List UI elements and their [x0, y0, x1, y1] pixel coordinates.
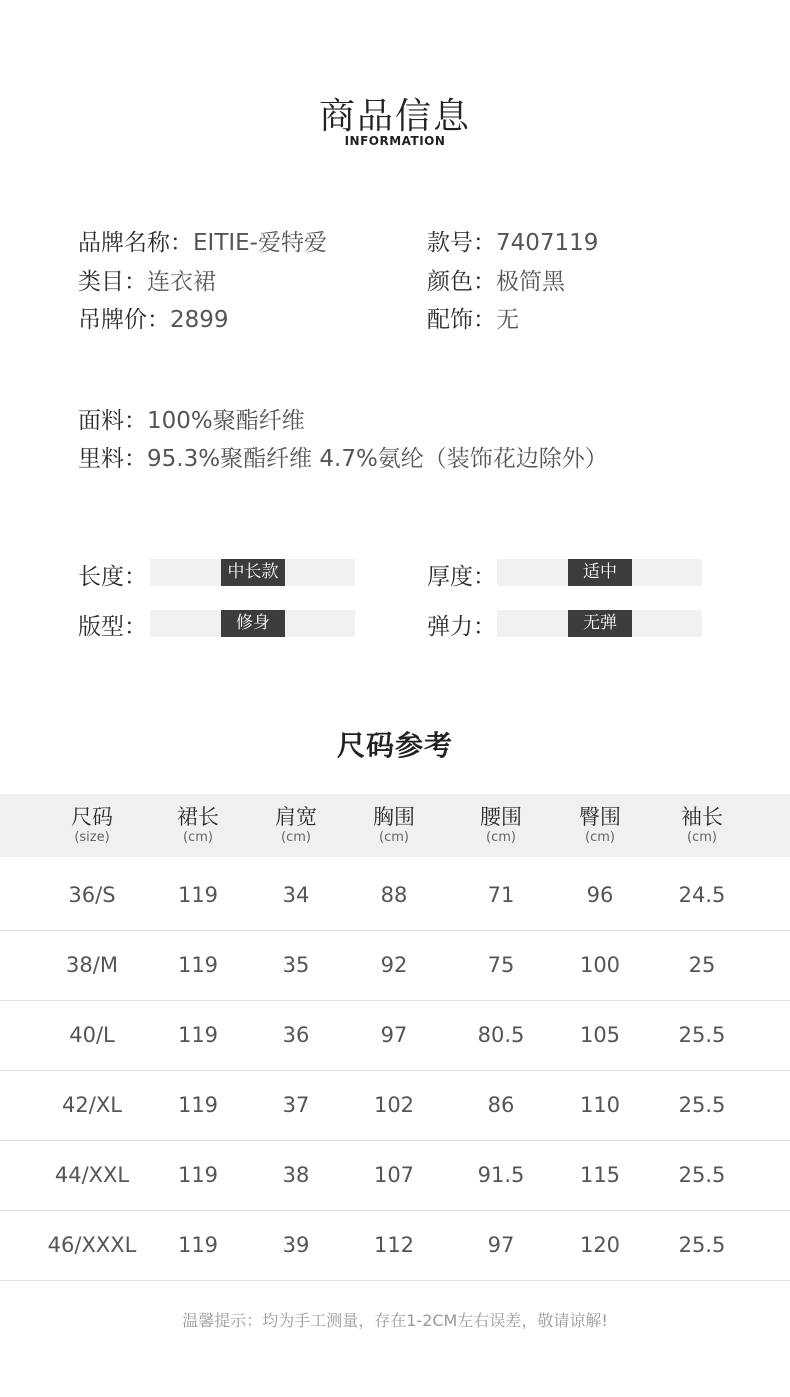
length-chip: 中长款: [221, 559, 285, 586]
color-label: 颜色：: [427, 269, 496, 295]
table-row: [0, 930, 790, 1001]
accessory-label: 配饰：: [427, 307, 496, 333]
category-row: [78, 263, 216, 296]
cell-shoulder: 36: [282, 1023, 310, 1047]
category-label: 类目：: [78, 269, 147, 295]
fit-scale: [150, 610, 355, 637]
cell-waist: 91.5: [477, 1163, 525, 1187]
col-length-unit: (cm): [183, 830, 213, 845]
table-row: [0, 1210, 790, 1281]
col-shoulder-name: 肩宽: [275, 805, 317, 829]
style-no-row: [427, 224, 598, 257]
price-row: [78, 301, 229, 334]
cell-size: 44/XXL: [54, 1163, 130, 1187]
price-value: 2899: [170, 307, 229, 333]
color-row: [427, 263, 565, 296]
cell-size: 38/M: [66, 953, 118, 977]
cell-waist: 71: [487, 883, 515, 907]
col-waist: [446, 804, 556, 846]
cell-bust: 112: [373, 1233, 415, 1257]
fit-label: 版型：: [78, 614, 147, 640]
color-value: 极简黑: [496, 269, 565, 295]
price-label: 吊牌价：: [78, 307, 170, 333]
style-no-value: 7407119: [496, 230, 599, 256]
cell-sleeve: 25.5: [678, 1233, 726, 1257]
col-sleeve-name: 袖长: [681, 805, 723, 829]
fit-chip: 修身: [221, 610, 285, 637]
cell-waist: 97: [487, 1233, 515, 1257]
thickness-scale: [497, 559, 702, 586]
length-label: 长度：: [78, 564, 147, 590]
size-chart-title: 尺码参考: [336, 729, 453, 762]
cell-sleeve: 25.5: [678, 1093, 726, 1117]
col-bust-name: 胸围: [373, 805, 415, 829]
lining-label: 里料：: [78, 446, 147, 472]
cell-size: 36/S: [68, 883, 116, 907]
accessory-value: 无: [496, 307, 519, 333]
cell-bust: 102: [373, 1093, 415, 1117]
style-no-label: 款号：: [427, 230, 496, 256]
cell-size: 42/XL: [62, 1093, 122, 1117]
col-bust-unit: (cm): [379, 830, 409, 845]
lining-value: 95.3%聚酯纤维 4.7%氨纶（装饰花边除外）: [147, 446, 608, 472]
col-shoulder: [241, 804, 351, 846]
cell-bust: 97: [380, 1023, 408, 1047]
cell-bust: 88: [380, 883, 408, 907]
table-row: [0, 860, 790, 931]
col-size-unit: (size): [74, 830, 110, 845]
cell-length: 119: [177, 883, 219, 907]
table-row: [0, 1070, 790, 1141]
category-value: 连衣裙: [147, 269, 216, 295]
cell-length: 119: [177, 1163, 219, 1187]
cell-sleeve: 25.5: [678, 1023, 726, 1047]
cell-length: 119: [177, 953, 219, 977]
col-hip-name: 臀围: [579, 805, 621, 829]
cell-shoulder: 34: [282, 883, 310, 907]
col-waist-name: 腰围: [480, 805, 522, 829]
col-bust: [339, 804, 449, 846]
cell-shoulder: 38: [282, 1163, 310, 1187]
cell-size: 46/XXXL: [47, 1233, 137, 1257]
cell-size: 40/L: [69, 1023, 115, 1047]
cell-waist: 80.5: [477, 1023, 525, 1047]
col-waist-unit: (cm): [486, 830, 516, 845]
cell-sleeve: 25: [688, 953, 716, 977]
col-size: [37, 804, 147, 846]
accessory-row: [427, 301, 519, 334]
cell-shoulder: 39: [282, 1233, 310, 1257]
fabric-value: 100%聚酯纤维: [147, 408, 305, 434]
cell-hip: 100: [579, 953, 621, 977]
table-row: [0, 1140, 790, 1211]
cell-length: 119: [177, 1093, 219, 1117]
lining-row: [78, 440, 608, 473]
cell-bust: 92: [380, 953, 408, 977]
col-shoulder-unit: (cm): [281, 830, 311, 845]
elasticity-label: 弹力：: [427, 614, 496, 640]
cell-waist: 86: [487, 1093, 515, 1117]
size-table-header: [0, 794, 790, 857]
brand-row: [78, 224, 327, 257]
col-length: [143, 804, 253, 846]
cell-waist: 75: [487, 953, 515, 977]
fabric-label: 面料：: [78, 408, 147, 434]
elasticity-scale: [497, 610, 702, 637]
thickness-chip: 适中: [568, 559, 632, 586]
brand-value: EITIE-爱特爱: [193, 230, 327, 256]
page-subtitle: INFORMATION: [344, 134, 446, 148]
col-length-name: 裙长: [177, 805, 219, 829]
cell-length: 119: [177, 1023, 219, 1047]
col-hip: [545, 804, 655, 846]
cell-hip: 115: [579, 1163, 621, 1187]
cell-hip: 105: [579, 1023, 621, 1047]
table-row: [0, 1000, 790, 1071]
cell-sleeve: 24.5: [678, 883, 726, 907]
cell-shoulder: 37: [282, 1093, 310, 1117]
fabric-row: [78, 402, 305, 435]
col-hip-unit: (cm): [585, 830, 615, 845]
col-size-name: 尺码: [71, 805, 113, 829]
cell-hip: 96: [586, 883, 614, 907]
elasticity-chip: 无弹: [568, 610, 632, 637]
measurement-note: 温馨提示：均为手工测量，存在1-2CM左右误差，敬请谅解!: [182, 1311, 608, 1330]
cell-hip: 110: [579, 1093, 621, 1117]
cell-sleeve: 25.5: [678, 1163, 726, 1187]
cell-length: 119: [177, 1233, 219, 1257]
col-sleeve: [647, 804, 757, 846]
cell-bust: 107: [373, 1163, 415, 1187]
cell-hip: 120: [579, 1233, 621, 1257]
col-sleeve-unit: (cm): [687, 830, 717, 845]
cell-shoulder: 35: [282, 953, 310, 977]
page-title: 商品信息: [318, 96, 471, 137]
length-scale: [150, 559, 355, 586]
brand-label: 品牌名称：: [78, 230, 193, 256]
thickness-label: 厚度：: [427, 564, 496, 590]
